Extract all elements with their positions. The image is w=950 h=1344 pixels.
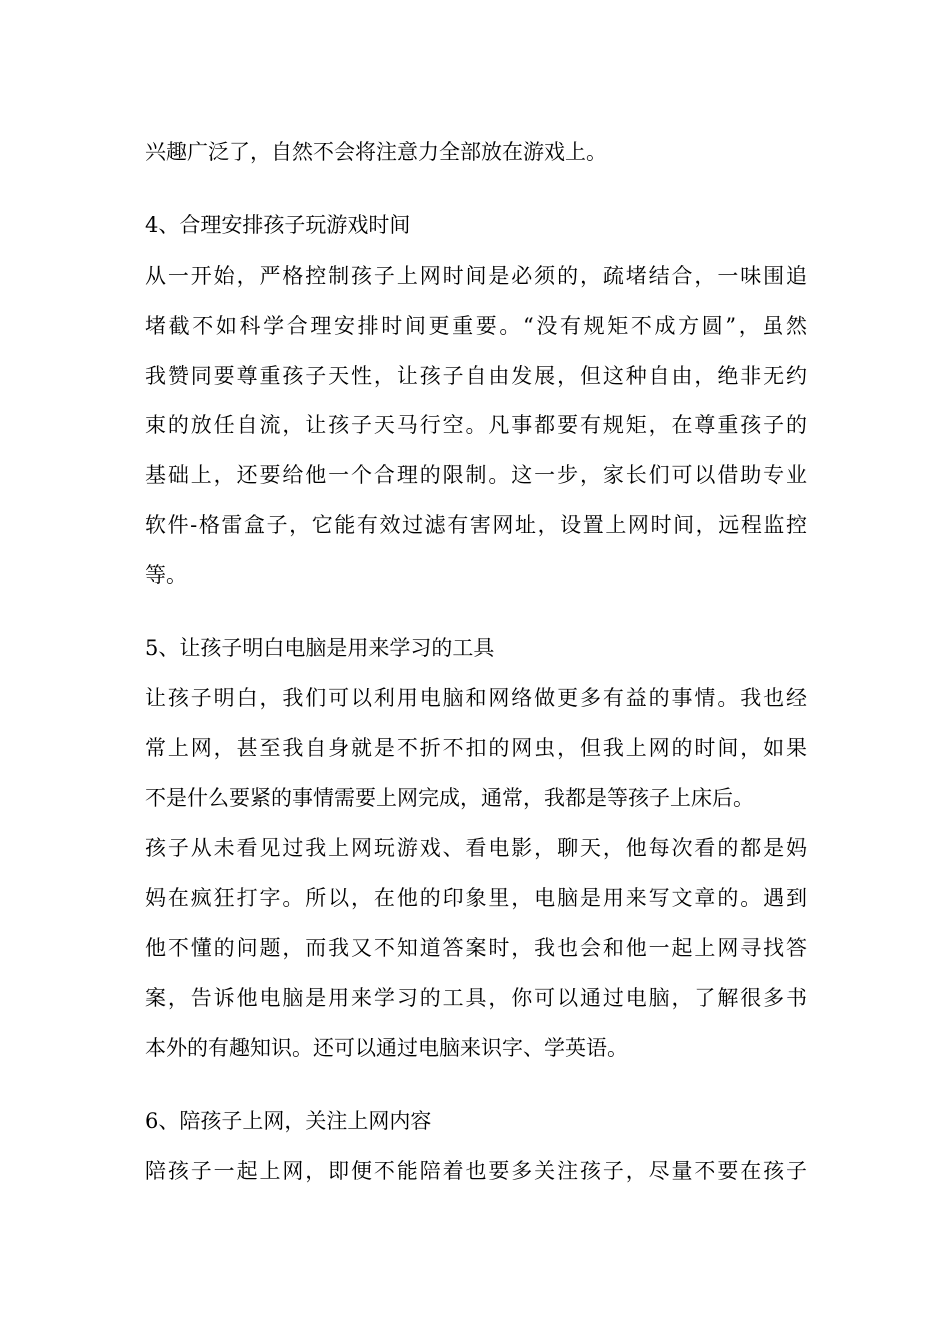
paragraph-line: 常上网，甚至我自身就是不折不扣的网虫，但我上网的时间，如果 xyxy=(145,736,807,760)
paragraph-line: 基础上，还要给他一个合理的限制。这一步，家长们可以借助专业 xyxy=(145,463,807,487)
paragraph-line: 让孩子明白，我们可以利用电脑和网络做更多有益的事情。我也经 xyxy=(145,686,807,710)
paragraph-line: 等。 xyxy=(145,563,187,587)
paragraph-line: 从一开始，严格控制孩子上网时间是必须的，疏堵结合，一味围追 xyxy=(145,264,807,288)
section-heading-6: 6、陪孩子上网，关注上网内容 xyxy=(145,1109,432,1133)
paragraph-line: 兴趣广泛了，自然不会将注意力全部放在游戏上。 xyxy=(145,140,607,164)
section-heading-5: 5、让孩子明白电脑是用来学习的工具 xyxy=(145,636,495,660)
paragraph-line: 堵截不如科学合理安排时间更重要。“没有规矩不成方圆”，虽然 xyxy=(145,314,807,338)
paragraph-line: 他不懂的问题，而我又不知道答案时，我也会和他一起上网寻找答 xyxy=(145,936,807,960)
paragraph-line: 陪孩子一起上网，即便不能陪着也要多关注孩子，尽量不要在孩子 xyxy=(145,1159,807,1183)
paragraph-line: 妈在疯狂打字。所以，在他的印象里，电脑是用来写文章的。遇到 xyxy=(145,886,807,910)
paragraph-line: 案，告诉他电脑是用来学习的工具，你可以通过电脑，了解很多书 xyxy=(145,986,807,1010)
paragraph-line: 不是什么要紧的事情需要上网完成，通常，我都是等孩子上床后。 xyxy=(145,786,754,810)
paragraph-line: 本外的有趣知识。还可以通过电脑来识字、学英语。 xyxy=(145,1036,628,1060)
paragraph-line: 我赞同要尊重孩子天性，让孩子自由发展，但这种自由，绝非无约 xyxy=(145,364,807,388)
paragraph-line: 束的放任自流，让孩子天马行空。凡事都要有规矩，在尊重孩子的 xyxy=(145,413,807,437)
paragraph-line: 软件-格雷盒子，它能有效过滤有害网址，设置上网时间，远程监控 xyxy=(145,513,807,537)
section-heading-4: 4、合理安排孩子玩游戏时间 xyxy=(145,213,411,237)
paragraph-line: 孩子从未看见过我上网玩游戏、看电影，聊天，他每次看的都是妈 xyxy=(145,836,807,860)
